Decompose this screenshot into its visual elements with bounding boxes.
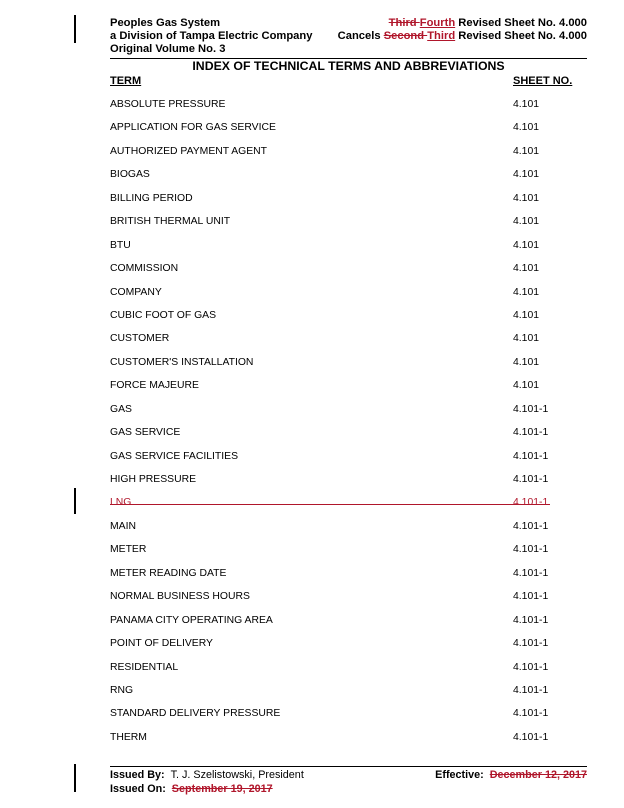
table-row xyxy=(110,520,587,543)
change-bar xyxy=(74,15,76,43)
term-cell: HIGH PRESSURE xyxy=(110,474,197,485)
table-row xyxy=(110,567,587,590)
table-row xyxy=(110,403,587,426)
cancels-revision: Cancels Second Third Revised Sheet No. 4.000 xyxy=(337,30,587,42)
term-cell: CUSTOMER'S INSTALLATION xyxy=(110,356,254,368)
term-cell: ABSOLUTE PRESSURE xyxy=(110,99,226,110)
term-cell: METER READING DATE xyxy=(110,567,227,579)
sheet-cell: 4.101 xyxy=(513,380,540,392)
sheet-cell: 4.101-1 xyxy=(513,427,549,439)
page-title: INDEX OF TECHNICAL TERMS AND ABBREVIATIONS xyxy=(192,59,505,73)
column-header-sheet: SHEET NO. xyxy=(513,75,573,87)
table-row xyxy=(110,145,587,168)
table-row xyxy=(110,661,587,684)
column-header-term: TERM xyxy=(110,75,142,87)
term-cell: BRITISH THERMAL UNIT xyxy=(110,216,231,228)
sheet-cell: 4.101 xyxy=(513,122,540,134)
term-cell: GAS SERVICE FACILITIES xyxy=(110,450,238,462)
table-row xyxy=(110,496,587,519)
term-cell: COMPANY xyxy=(110,286,162,298)
term-cell: APPLICATION FOR GAS SERVICE xyxy=(110,122,276,134)
term-cell: STANDARD DELIVERY PRESSURE xyxy=(110,708,281,720)
sheet-cell: 4.101 xyxy=(513,309,540,321)
table-row xyxy=(110,168,587,191)
table-row xyxy=(110,121,587,144)
table-row xyxy=(110,332,587,355)
sheet-cell: 4.101-1 xyxy=(513,614,549,626)
issued-on-date: September 19, 2017 xyxy=(171,783,273,795)
term-cell: BIOGAS xyxy=(110,169,150,181)
sheet-cell: 4.101-1 xyxy=(513,520,549,532)
sheet-cell: 4.101-1 xyxy=(513,474,549,485)
table-row xyxy=(110,450,587,473)
term-cell: METER xyxy=(110,544,147,556)
table-row xyxy=(110,590,587,613)
table-row xyxy=(110,707,587,730)
sheet-cell: 4.101 xyxy=(513,99,540,110)
term-cell: PANAMA CITY OPERATING AREA xyxy=(110,614,273,626)
sheet-header xyxy=(110,17,587,56)
term-cell: THERM xyxy=(110,731,147,743)
table-row xyxy=(110,98,587,121)
term-cell: AUTHORIZED PAYMENT AGENT xyxy=(110,145,268,157)
term-cell: GAS SERVICE xyxy=(110,427,181,439)
table-row xyxy=(110,731,587,754)
term-cell: COMMISSION xyxy=(110,263,179,275)
deleted-text: Third xyxy=(388,17,420,29)
company-name: Peoples Gas System xyxy=(110,17,221,29)
issued-on-label: Issued On: xyxy=(110,783,166,795)
effective-date: December 12, 2017 xyxy=(489,769,587,781)
sheet-cell: 4.101 xyxy=(513,333,540,345)
footer-issued-on xyxy=(110,783,587,796)
sheet-cell: 4.101-1 xyxy=(513,684,549,696)
term-cell: NORMAL BUSINESS HOURS xyxy=(110,591,250,603)
sheet-cell: 4.101-1 xyxy=(513,638,549,650)
term-cell: CUSTOMER xyxy=(110,333,170,345)
table-row xyxy=(110,215,587,238)
sheet-cell: 4.101-1 xyxy=(513,497,549,509)
division-name: a Division of Tampa Electric Company xyxy=(110,30,313,42)
table-row xyxy=(110,262,587,285)
sheet-cell: 4.101-1 xyxy=(513,731,549,743)
table-row xyxy=(110,614,587,637)
deleted-text: Second xyxy=(383,30,428,42)
footer-effective xyxy=(435,769,587,782)
inserted-text: Fourth xyxy=(419,17,456,29)
sheet-cell: 4.101 xyxy=(513,169,540,181)
sheet-cell: 4.101 xyxy=(513,216,540,228)
footer-rule xyxy=(110,766,587,767)
issued-by-value: T. J. Szelistowski, President xyxy=(170,769,304,781)
table-row xyxy=(110,286,587,309)
effective-label: Effective: xyxy=(435,769,484,781)
sheet-cell: 4.101-1 xyxy=(513,544,549,556)
sheet-revision: Third Fourth Revised Sheet No. 4.000 xyxy=(388,17,587,29)
table-row xyxy=(110,356,587,379)
sheet-cell: 4.101-1 xyxy=(513,450,549,462)
sheet-cell: 4.101 xyxy=(513,356,540,368)
table-row xyxy=(110,473,587,496)
term-cell: POINT OF DELIVERY xyxy=(110,638,213,650)
term-cell: BTU xyxy=(110,239,131,251)
sheet-cell: 4.101 xyxy=(513,192,540,204)
table-row xyxy=(110,239,587,262)
table-row xyxy=(110,309,587,332)
term-cell: LNG xyxy=(110,497,132,509)
term-cell: RESIDENTIAL xyxy=(110,661,179,673)
sheet-cell: 4.101-1 xyxy=(513,708,549,720)
sheet-cell: 4.101 xyxy=(513,145,540,157)
term-cell: MAIN xyxy=(110,520,136,532)
sheet-cell: 4.101-1 xyxy=(513,591,549,603)
sheet-cell: 4.101 xyxy=(513,239,540,251)
index-table xyxy=(110,98,587,754)
table-row xyxy=(110,543,587,566)
table-row xyxy=(110,379,587,402)
volume-label: Original Volume No. 3 xyxy=(110,43,226,55)
sheet-cell: 4.101 xyxy=(513,263,540,275)
inserted-text: Third xyxy=(427,30,456,42)
change-bar xyxy=(74,764,76,792)
term-cell: GAS xyxy=(110,403,132,415)
table-row xyxy=(110,637,587,660)
sheet-cell: 4.101 xyxy=(513,286,540,298)
sheet-cell: 4.101-1 xyxy=(513,567,549,579)
table-row xyxy=(110,192,587,215)
term-cell: RNG xyxy=(110,684,134,696)
change-bar xyxy=(74,488,76,514)
table-row xyxy=(110,426,587,449)
term-cell: FORCE MAJEURE xyxy=(110,380,199,392)
table-row xyxy=(110,684,587,707)
sheet-cell: 4.101-1 xyxy=(513,403,549,415)
issued-by-label: Issued By: xyxy=(110,769,165,781)
sheet-cell: 4.101-1 xyxy=(513,661,549,673)
term-cell: BILLING PERIOD xyxy=(110,192,193,204)
term-cell: CUBIC FOOT OF GAS xyxy=(110,309,217,321)
